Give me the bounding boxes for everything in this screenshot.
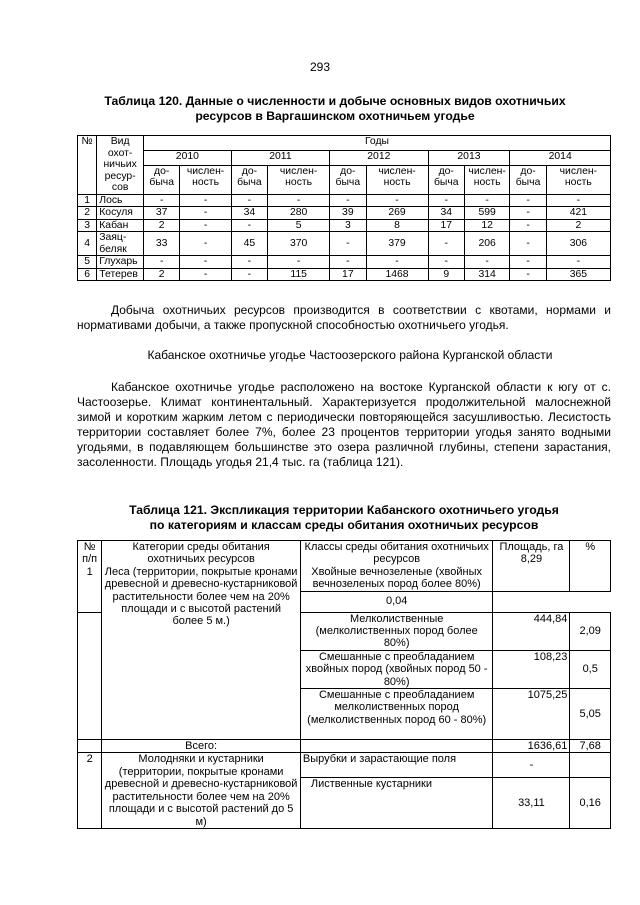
- group-number: 2: [78, 753, 102, 829]
- header-percent: %: [570, 541, 611, 592]
- cell: -: [180, 194, 231, 207]
- cell: 379: [366, 232, 428, 256]
- percent-value: 0,16: [570, 778, 611, 829]
- spacer-cell: [300, 740, 493, 753]
- year-header: 2010: [144, 150, 232, 165]
- table-121-caption: [77, 503, 611, 533]
- year-header: 2012: [330, 150, 428, 165]
- header-number-text: № п/п: [82, 541, 98, 566]
- header-catch: до-быча: [330, 165, 366, 194]
- paragraph-description: Кабанское охотничье угодье расположено на востоке Курганской области к югу от с. Частоозерье. Климат континентальный. Характеризуется продолжительной малоснежной зимой и коротким жарким летом с периодически повторяющейся засушливостью. Лесистость территории составляет более 7%, более 23 процентов территории угодья занято водными угодьями, в подавляющем большинстве это озера различной глубины, степени зарастания, засоленности. Площадь угодья 21,4 тыс. га (таблица 121).: [77, 380, 611, 469]
- species-name: Кабан: [97, 219, 144, 232]
- percent-value: [570, 753, 611, 778]
- species-name: Косуля: [97, 207, 144, 220]
- cell: -: [428, 256, 464, 269]
- cell: -: [231, 268, 267, 281]
- cell: 2: [144, 268, 180, 281]
- cell: 17: [428, 219, 464, 232]
- cell: -: [366, 194, 428, 207]
- header-area-cell: [493, 541, 570, 592]
- cell: -: [180, 232, 231, 256]
- paragraph-quotas: Добыча охотничьих ресурсов производится в соответствии с квотами, нормами и нормативами добычи, а также пропускной способностью охотничьего угодья.: [77, 303, 611, 332]
- spacer-cell: [78, 612, 102, 739]
- cell: -: [330, 256, 366, 269]
- cell: -: [510, 194, 546, 207]
- area-value: 33,11: [493, 778, 570, 829]
- species-name: Лось: [97, 194, 144, 207]
- cell: -: [180, 207, 231, 220]
- header-count: числен-ность: [366, 165, 428, 194]
- cell: -: [510, 207, 546, 220]
- area-value: 8,29: [520, 553, 543, 566]
- cell: 2: [144, 219, 180, 232]
- total-area: 1636,61: [493, 740, 570, 753]
- year-header: 2013: [428, 150, 510, 165]
- row-number: 6: [78, 268, 97, 281]
- species-name: Заяц-беляк: [97, 232, 144, 256]
- cell: 33: [144, 232, 180, 256]
- table-row: [78, 268, 611, 281]
- table-120: [77, 135, 611, 281]
- area-value: 1075,25: [493, 689, 570, 740]
- cell: -: [510, 256, 546, 269]
- header-catch: до-быча: [144, 165, 180, 194]
- cell: -: [510, 232, 546, 256]
- cell: 365: [546, 268, 610, 281]
- table-row: [78, 232, 611, 256]
- cell: 269: [366, 207, 428, 220]
- cell: 370: [268, 232, 330, 256]
- percent-value: 0,5: [570, 650, 611, 688]
- header-catch: до-быча: [231, 165, 267, 194]
- category-text: Леса (территории, покрытые кронами древесной и древесно-кустарниковой растительности более чем на 20% площади и с высотой растений более 5 м.): [104, 565, 298, 628]
- table-row: [78, 207, 611, 220]
- cell: 314: [464, 268, 509, 281]
- header-count: числен-ность: [464, 165, 509, 194]
- cell: 1468: [366, 268, 428, 281]
- cell: -: [231, 256, 267, 269]
- cell: -: [428, 194, 464, 207]
- cell: 12: [464, 219, 509, 232]
- class-text: Лиственные кустарники: [300, 778, 493, 829]
- cell: 34: [428, 207, 464, 220]
- area-value: 444,84: [493, 612, 570, 650]
- caption-line: ресурсов в Варгашинском охотничьем угодье: [195, 109, 475, 123]
- cell: -: [268, 256, 330, 269]
- header-count: числен-ность: [546, 165, 610, 194]
- cell: 37: [144, 207, 180, 220]
- cell: -: [510, 219, 546, 232]
- cell: 2: [546, 219, 610, 232]
- header-category: Категории среды обитания охотничьих ресурсов: [132, 541, 270, 566]
- cell: 206: [464, 232, 509, 256]
- caption-line: Таблица 121. Экспликация территории Кабанского охотничьего угодья: [129, 503, 559, 517]
- row-number: 5: [78, 256, 97, 269]
- percent-value: 0,04: [300, 591, 493, 612]
- header-count: числен-ность: [268, 165, 330, 194]
- species-name: Тетерев: [97, 268, 144, 281]
- cell: -: [180, 219, 231, 232]
- group-1-cell: [102, 541, 301, 740]
- total-label: Всего:: [102, 740, 301, 753]
- cell: 5: [268, 219, 330, 232]
- cell: -: [268, 194, 330, 207]
- caption-line: по категориям и классам среды обитания охотничьих ресурсов: [149, 518, 539, 532]
- year-header: 2014: [510, 150, 611, 165]
- row-number: 1: [78, 194, 97, 207]
- cell: 8: [366, 219, 428, 232]
- cell: -: [428, 232, 464, 256]
- header-catch: до-быча: [510, 165, 546, 194]
- class-text: Вырубки и зарастающие поля: [300, 753, 493, 778]
- class-text: Смешанные с преобладанием хвойных пород (хвойных пород 50 - 80%): [300, 650, 493, 688]
- header-class: Классы среды обитания охотничьих ресурсов: [304, 541, 489, 566]
- cell: -: [330, 232, 366, 256]
- percent-value: 5,05: [570, 689, 611, 740]
- total-percent: 7,68: [570, 740, 611, 753]
- group-number: 1: [86, 565, 93, 578]
- percent-value: 2,09: [570, 612, 611, 650]
- table-row: [78, 219, 611, 232]
- cell: -: [144, 194, 180, 207]
- cell: 599: [464, 207, 509, 220]
- class-text: Смешанные с преобладанием мелколиственных пород (мелколиственных пород 60 - 80%): [300, 689, 493, 740]
- cell: 17: [330, 268, 366, 281]
- total-row: [78, 740, 611, 753]
- cell: -: [231, 219, 267, 232]
- species-name: Глухарь: [97, 256, 144, 269]
- row-number: 2: [78, 207, 97, 220]
- cell: -: [231, 194, 267, 207]
- header-area: Площадь, га: [499, 541, 564, 553]
- header-catch: до-быча: [428, 165, 464, 194]
- cell: 306: [546, 232, 610, 256]
- cell: 9: [428, 268, 464, 281]
- cell: 3: [330, 219, 366, 232]
- spacer-cell: [78, 740, 102, 753]
- table-row: [78, 194, 611, 207]
- cell: -: [546, 256, 610, 269]
- section-heading: Кабанское охотничье угодье Частоозерского района Курганской области: [147, 348, 553, 362]
- header-class-cell: [300, 541, 493, 592]
- class-text: Мелколиственные (мелколиственных пород более 80%): [300, 612, 493, 650]
- header-count: числен-ность: [180, 165, 231, 194]
- table-row: [78, 753, 611, 778]
- table-120-caption: [60, 94, 610, 124]
- row-number: 3: [78, 219, 97, 232]
- cell: 34: [231, 207, 267, 220]
- cell: -: [144, 256, 180, 269]
- table-row: [78, 256, 611, 269]
- class-text: Хвойные вечнозеленые (хвойных вечнозеленых пород более 80%): [311, 565, 483, 591]
- cell: 39: [330, 207, 366, 220]
- header-number: №: [78, 136, 97, 195]
- cell: -: [180, 268, 231, 281]
- cell: 45: [231, 232, 267, 256]
- caption-line: Таблица 120. Данные о численности и добыче основных видов охотничьих: [104, 94, 566, 108]
- cell: -: [330, 194, 366, 207]
- header-number: [78, 541, 102, 613]
- year-header: 2011: [231, 150, 329, 165]
- cell: -: [510, 268, 546, 281]
- page-number: 293: [309, 60, 331, 74]
- header-kind: Вид охот-ничьих ресур-сов: [97, 136, 144, 195]
- cell: -: [464, 194, 509, 207]
- cell: 115: [268, 268, 330, 281]
- area-value: 108,23: [493, 650, 570, 688]
- header-years: Годы: [144, 136, 611, 151]
- cell: -: [366, 256, 428, 269]
- area-value: -: [493, 753, 570, 778]
- row-number: 4: [78, 232, 97, 256]
- cell: -: [546, 194, 610, 207]
- cell: -: [180, 256, 231, 269]
- category-text: Молодняки и кустарники (территории, покрытые кронами древесной и древесно-кустарниковой растительности более чем на 20% площади и с высотой растений до 5 м): [102, 753, 301, 829]
- cell: -: [464, 256, 509, 269]
- table-121: [77, 540, 611, 829]
- cell: 421: [546, 207, 610, 220]
- cell: 280: [268, 207, 330, 220]
